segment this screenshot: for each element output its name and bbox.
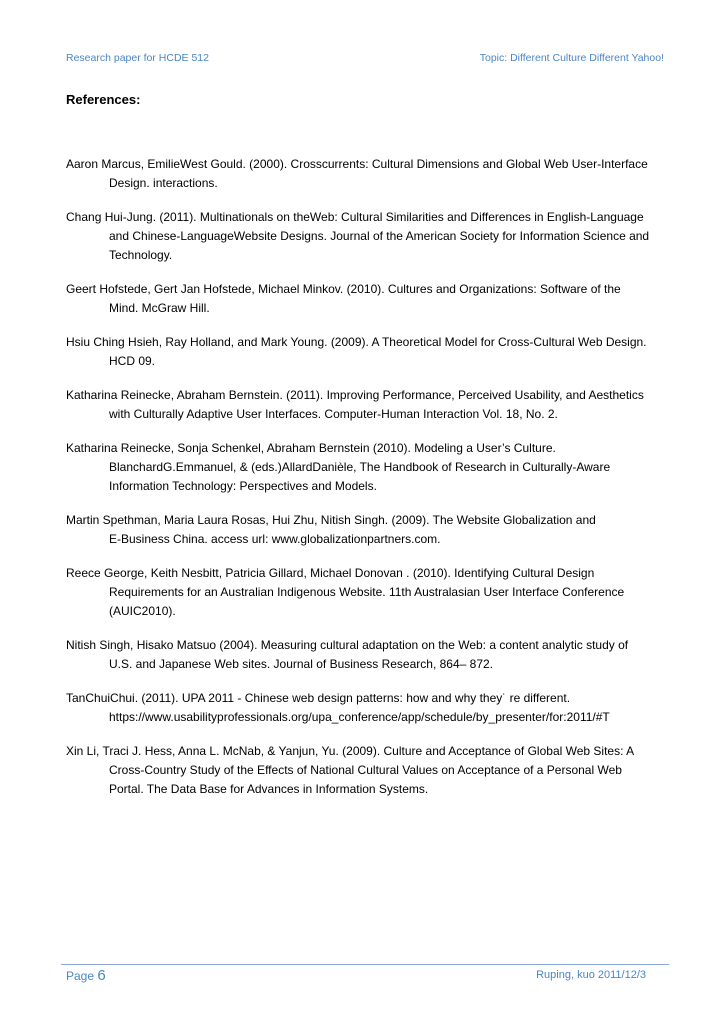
reference-entry [66, 439, 666, 496]
references-heading: References: [66, 92, 141, 107]
reference-entry [66, 208, 666, 265]
reference-line: Katharina Reinecke, Abraham Bernstein. (2011). Improving Performance, Perceived Usability, and Aesthetics [66, 388, 644, 402]
reference-line: E-Business China. access url: www.globalizationpartners.com. [109, 532, 441, 546]
reference-entry [66, 280, 666, 318]
reference-line: Martin Spethman, Maria Laura Rosas, Hui Zhu, Nitish Singh. (2009). The Website Globalization and [66, 513, 596, 527]
reference-entry [66, 511, 666, 549]
reference-line: Geert Hofstede, Gert Jan Hofstede, Michael Minkov. (2010). Cultures and Organizations: Software of the [66, 282, 621, 296]
reference-line: Hsiu Ching Hsieh, Ray Holland, and Mark Young. (2009). A Theoretical Model for Cross-Cultural Web Design. [66, 335, 647, 349]
reference-entry [66, 636, 666, 674]
reference-line: U.S. and Japanese Web sites. Journal of Business Research, 864– 872. [109, 657, 494, 671]
reference-line: and Chinese-LanguageWebsite Designs. Journal of the American Society for Information Science and [109, 229, 650, 243]
reference-line: with Culturally Adaptive User Interfaces. Computer-Human Interaction Vol. 18, No. 2. [109, 407, 558, 421]
reference-line: Nitish Singh, Hisako Matsuo (2004). Measuring cultural adaptation on the Web: a content analytic study of [66, 638, 629, 652]
reference-line: Aaron Marcus, EmilieWest Gould. (2000). Crosscurrents: Cultural Dimensions and Global Web User-Interface [66, 157, 648, 171]
reference-line: Design. interactions. [109, 176, 218, 190]
reference-line: Mind. McGraw Hill. [109, 301, 210, 315]
reference-line: (AUIC2010). [109, 604, 176, 618]
reference-line: Chang Hui-Jung. (2011). Multinationals on theWeb: Cultural Similarities and Differences in English-Language [66, 210, 644, 224]
references-list [66, 140, 666, 799]
reference-line: https://www.usabilityprofessionals.org/upa_conference/app/schedule/by_presenter/for:2011/#T [109, 710, 610, 724]
reference-line: Katharina Reinecke, Sonja Schenkel, Abraham Bernstein (2010). Modeling a User’s Culture. [66, 441, 556, 455]
reference-line: Technology. [109, 248, 173, 262]
footer-page-number [66, 967, 106, 984]
footer-author-date: Ruping, kuo 2011/12/3 [536, 969, 646, 981]
reference-line: Requirements for an Australian Indigenous Website. 11th Australasian User Interface Conference [109, 585, 625, 599]
header-right-text: Topic: Different Culture Different Yahoo! [479, 52, 664, 64]
reference-entry [66, 689, 666, 727]
reference-line: Portal. The Data Base for Advances in Information Systems. [109, 782, 429, 796]
reference-entry [66, 564, 666, 621]
reference-line: HCD 09. [109, 354, 156, 368]
reference-line: BlanchardG.Emmanuel, & (eds.)AllardDanièle, The Handbook of Research in Culturally-Aware [109, 460, 611, 474]
reference-entry [66, 386, 666, 424]
footer-divider [61, 964, 669, 965]
header-left-text: Research paper for HCDE 512 [66, 52, 209, 64]
reference-line: Xin Li, Traci J. Hess, Anna L. McNab, & Yanjun, Yu. (2009). Culture and Acceptance of Global Web Sites: A [66, 744, 635, 758]
reference-line: Information Technology: Perspectives and Models. [109, 479, 377, 493]
page-header [66, 52, 664, 66]
reference-entry [66, 155, 666, 193]
reference-line: Cross-Country Study of the Effects of National Cultural Values on Acceptance of a Personal Web [109, 763, 622, 777]
page-label: Page [66, 969, 95, 983]
reference-entry [66, 333, 666, 371]
page-number: 6 [97, 967, 106, 984]
reference-line: Reece George, Keith Nesbitt, Patricia Gillard, Michael Donovan . (2010). Identifying Cultural Design [66, 566, 595, 580]
reference-entry [66, 742, 666, 799]
reference-line: TanChuiChui. (2011). UPA 2011 - Chinese web design patterns: how and why they˙ re different. [66, 691, 571, 705]
